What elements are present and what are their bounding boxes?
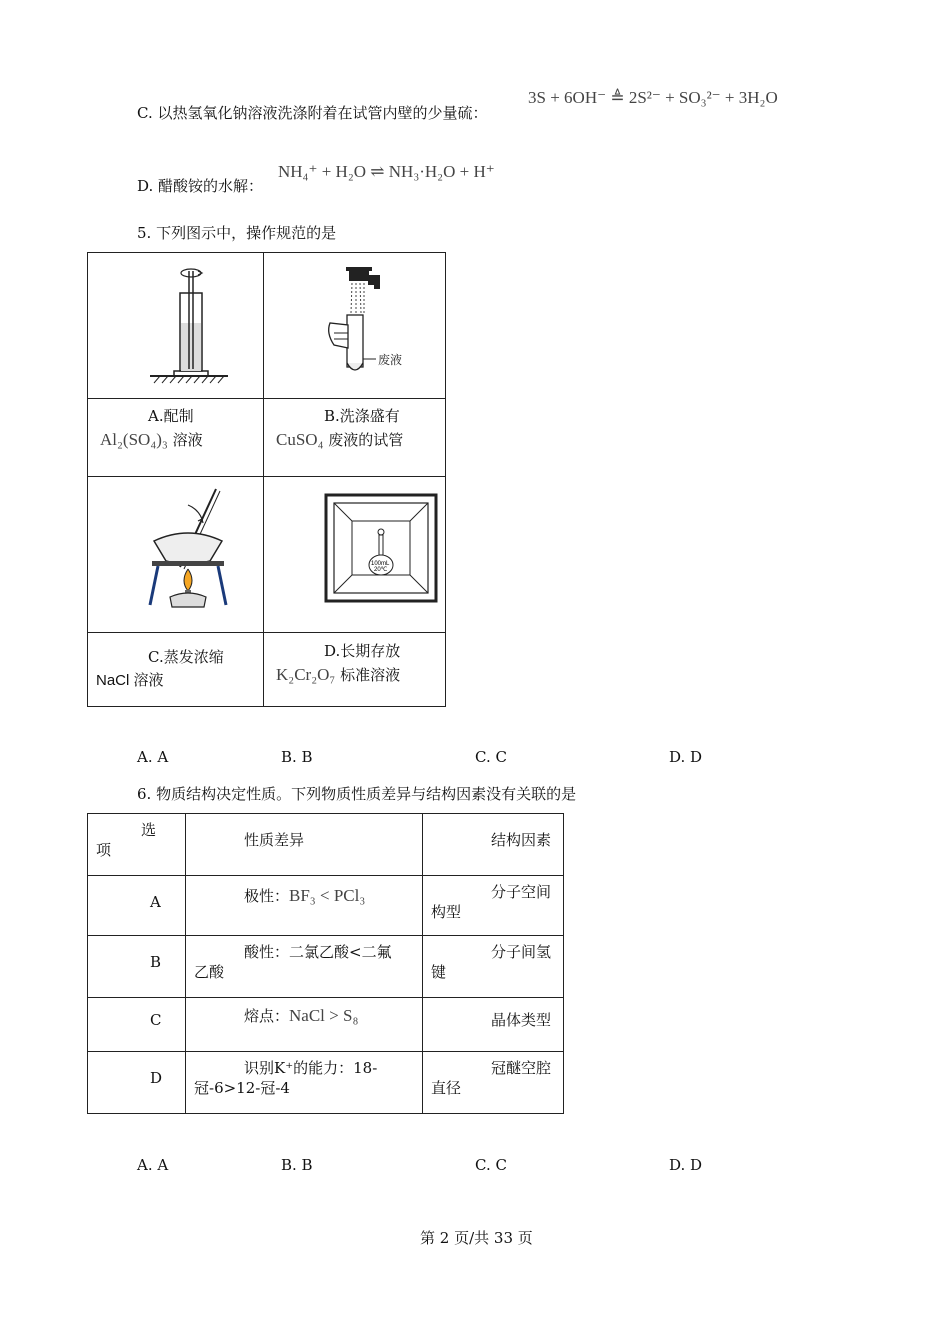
q5-caption-c: C.蒸发浓缩 NaCl 溶液 bbox=[88, 633, 264, 707]
q4-option-c-text: C. 以热氢氧化钠溶液洗涤附着在试管内壁的少量硫： bbox=[137, 104, 488, 122]
q6-choice-b: B. B bbox=[281, 1156, 313, 1174]
q5-stem: 5. 下列图示中，操作规范的是 bbox=[137, 224, 337, 242]
q5-figure-c bbox=[88, 477, 264, 633]
evaporating-dish-icon bbox=[88, 477, 263, 632]
q5-choice-b: B. B bbox=[281, 748, 313, 766]
page-number: 第 2 页/共 33 页 bbox=[420, 1229, 533, 1247]
graduated-cylinder-icon bbox=[88, 253, 263, 398]
waste-liquid-label: 废液 bbox=[378, 353, 403, 367]
q6-stem: 6. 物质结构决定性质。下列物质性质差异与结构因素没有关联的是 bbox=[137, 785, 577, 803]
q6-choice-d: D. D bbox=[669, 1156, 703, 1174]
q5-figure-a bbox=[88, 253, 264, 399]
q6-choice-c: C. C bbox=[475, 1156, 507, 1174]
table-row: A 极性：BF₃ < PCl₃ 分子空间 构型 bbox=[88, 876, 564, 936]
q5-caption-a: A.配制 Al₂(SO₄)₃ 溶液 bbox=[88, 399, 264, 477]
q5-choice-a: A. A bbox=[137, 748, 169, 766]
flask-label-volume: 100mL bbox=[371, 561, 390, 567]
q4-option-d-text: D. 醋酸铵的水解： bbox=[137, 177, 264, 195]
q4-option-d-equation: NH₄⁺ + H₂O ⇌ NH₃·H₂O + H⁺ bbox=[278, 162, 495, 181]
table-row: B 酸性：二氯乙酸<二氟 乙酸 分子间氢 键 bbox=[88, 936, 564, 998]
q5-table bbox=[87, 252, 446, 707]
q5-choice-d: D. D bbox=[669, 748, 703, 766]
table-header-row: 选 项 性质差异 结构因素 bbox=[88, 814, 564, 876]
test-tube-washing-icon bbox=[264, 253, 445, 398]
q5-choice-c: C. C bbox=[475, 748, 507, 766]
q5-figure-b bbox=[264, 253, 446, 399]
table-row: D 识别K⁺的能力：18- 冠-6>12-冠-4 冠醚空腔 直径 bbox=[88, 1052, 564, 1114]
flask-label-temp: 20℃ bbox=[374, 567, 388, 573]
table-row: C 熔点：NaCl > S₈ 晶体类型 bbox=[88, 998, 564, 1052]
cabinet-volumetric-flask-icon bbox=[264, 477, 445, 632]
q5-figure-d bbox=[264, 477, 446, 633]
q5-caption-d: D.长期存放 K₂Cr₂O₇ 标准溶液 bbox=[264, 633, 446, 707]
q5-caption-b: B.洗涤盛有 CuSO₄ 废液的试管 bbox=[264, 399, 446, 477]
q4-option-c-equation: 3S + 6OH⁻ ≜ 2S²⁻ + SO₃²⁻ + 3H₂O bbox=[528, 88, 778, 107]
q6-table bbox=[87, 813, 564, 1114]
q6-choice-a: A. A bbox=[137, 1156, 169, 1174]
